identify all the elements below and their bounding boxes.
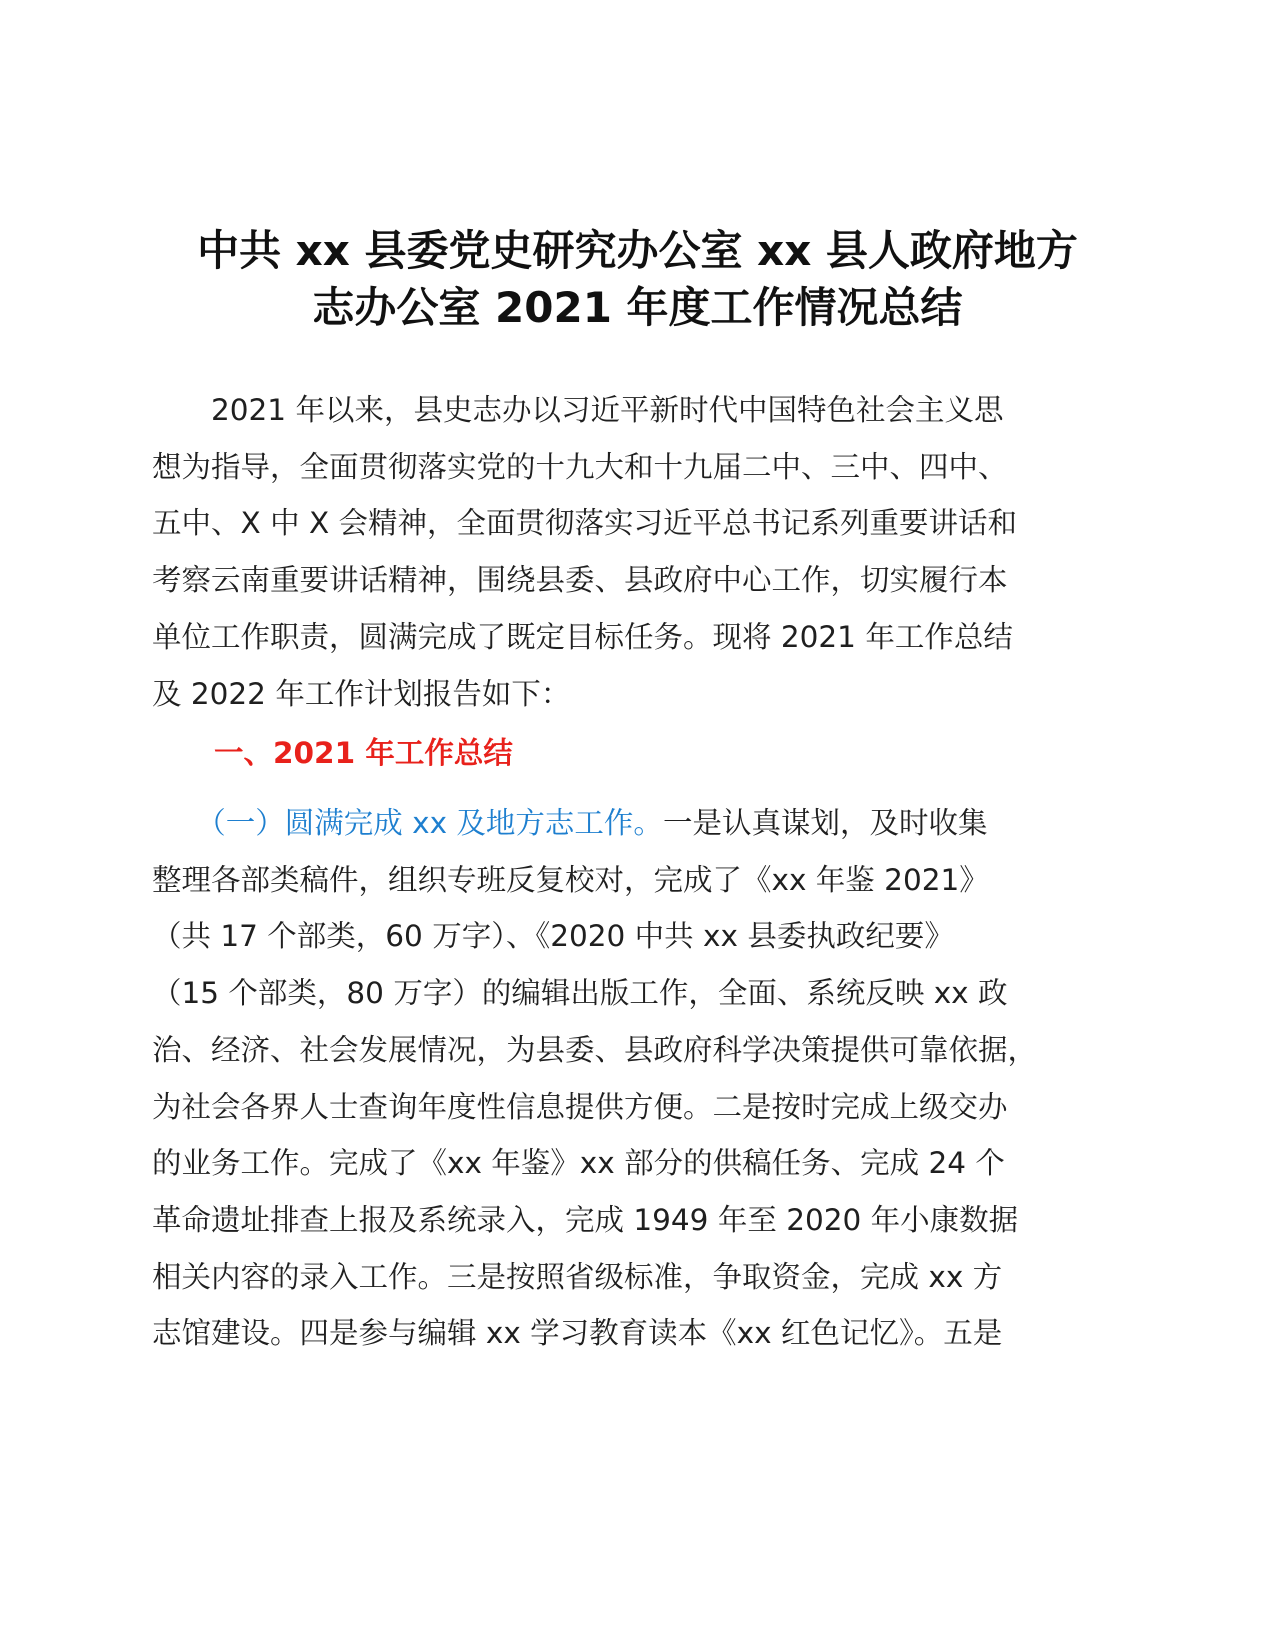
- intro-line: 五中、X 中 X 会精神，全面贯彻落实习近平总书记系列重要讲话和: [152, 506, 1018, 541]
- subsection-heading: （一）圆满完成 xx 及地方志工作。: [211, 806, 663, 840]
- intro-paragraph: [152, 382, 1112, 722]
- subsection-line: 革命遗址排查上报及系统录入，完成 1949 年至 2020 年小康数据: [152, 1202, 1019, 1237]
- intro-line: 考察云南重要讲话精神，围绕县委、县政府中心工作，切实履行本: [152, 563, 1008, 598]
- title-line-1: 中共 xx 县委党史研究办公室 xx 县人政府地方: [197, 226, 1078, 275]
- intro-line: 想为指导，全面贯彻落实党的十九大和十九届二中、三中、四中、: [152, 449, 1008, 484]
- subsection-line: （15 个部类，80 万字）的编辑出版工作，全面、系统反映 xx 政: [152, 976, 1008, 1011]
- subsection-paragraph: [152, 795, 1112, 1362]
- intro-line: 2021 年以来，县史志办以习近平新时代中国特色社会主义思: [152, 393, 1004, 427]
- section-heading: 一、2021 年工作总结: [214, 736, 513, 770]
- subsection-first-line: [152, 795, 1112, 852]
- subsection-line: 志馆建设。四是参与编辑 xx 学习教育读本《xx 红色记忆》。五是: [152, 1316, 1003, 1351]
- title-line-2: 志办公室 2021 年度工作情况总结: [312, 283, 963, 332]
- subsection-line: 治、经济、社会发展情况，为县委、县政府科学决策提供可靠依据，: [152, 1032, 1038, 1067]
- subsection-line: 整理各部类稿件，组织专班反复校对，完成了《xx 年鉴 2021》: [152, 862, 989, 897]
- intro-line: 单位工作职责，圆满完成了既定目标任务。现将 2021 年工作总结: [152, 619, 1013, 654]
- subsection-line: 为社会各界人士查询年度性信息提供方便。二是按时完成上级交办: [152, 1089, 1008, 1124]
- subsection-line: 的业务工作。完成了《xx 年鉴》xx 部分的供稿任务、完成 24 个: [152, 1146, 1005, 1181]
- subsection-line: 相关内容的录入工作。三是按照省级标准，争取资金，完成 xx 方: [152, 1259, 1003, 1294]
- intro-line: 及 2022 年工作计划报告如下：: [152, 676, 571, 711]
- subsection-first-line-text: 一是认真谋划，及时收集: [662, 806, 988, 840]
- subsection-line: （共 17 个部类，60 万字）、《2020 中共 xx 县委执政纪要》: [152, 919, 954, 954]
- document-title: [140, 222, 1135, 336]
